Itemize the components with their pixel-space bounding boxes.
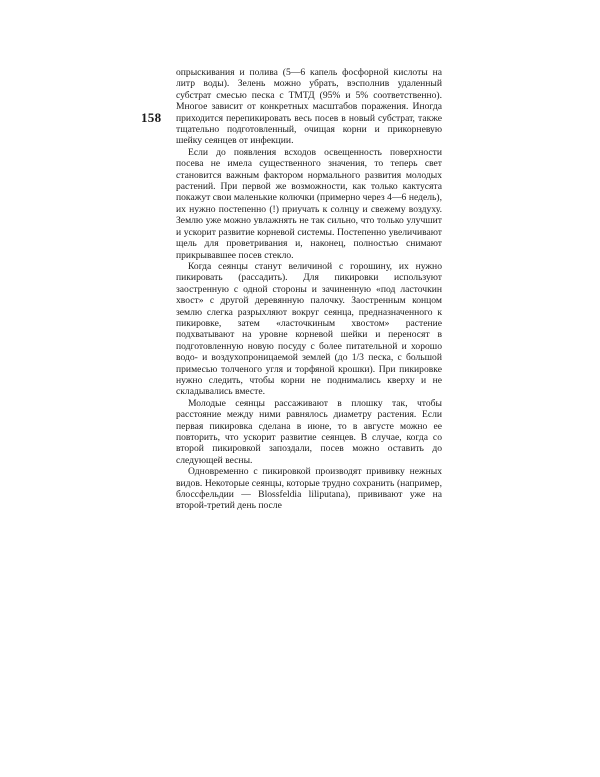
body-text-column	[176, 67, 442, 512]
paragraph-1: опрыскивания и полива (5—6 капель фосфорной кислоты на литр воды). Зелень можно убрать, вэсполнив удаленный субстрат смесью песка с ТМТД (95% и 5% соответственно). Многое зависит от конкретных масштабов поражения. Иногда приходится перепикировать весь посев в новый субстрат, также тщательно подготовленный, очищая корни и прикорневую шейку сеянцев от инфекции.	[176, 67, 442, 147]
paragraph-2: Если до появления всходов освещенность поверхности посева не имела существенного значения, то теперь свет становится важным фактором нормального развития молодых растений. При первой же возможности, как только кактусята покажут свои маленькие колючки (примерно через 4—6 недель), их нужно постепенно (!) приучать к солнцу и свежему воздуху. Землю уже можно увлажнять не так сильно, что только улучшит и ускорит развитие корневой системы. Постепенно увеличивают щель для проветривания и, наконец, полностью снимают прикрывавшее посев стекло.	[176, 146, 442, 261]
paragraph-5: Одновременно с пикировкой производят прививку нежных видов. Некоторые сеянцы, которые трудно сохранить (например, блоссфельдии — Blossfeldia liliputana), прививают уже на второй-третий день после	[176, 466, 442, 512]
paragraph-3: Когда сеянцы станут величиной с горошину, их нужно пикировать (рассадить). Для пикировки используют заостренную с одной стороны и зачиненную «под ласточкин хвост» с другой деревянную палочку. Заостренным концом землю слегка разрыхляют вокруг сеянца, предназначенного к пикировке, затем «ласточкиным хвостом» растение подхватывают на уровне корневой шейки и переносят в подготовленную новую посуду с более питательной и хорошо водо- и воздухопроницаемой землей (до 1/3 песка, с большой примесью толченого угля и торфяной крошки). При пикировке нужно следить, чтобы корни не поднимались кверху и не складывались вместе.	[176, 260, 442, 398]
paragraph-4: Молодые сеянцы рассаживают в плошку так, чтобы расстояние между ними равнялось диаметру растения. Если первая пикировка сделана в июне, то в августе можно ее повторить, что ускорит развитие сеянцев. В случае, когда со второй пикировкой запоздали, посев можно оставить до следующей весны.	[176, 397, 442, 466]
page-number: 158	[141, 110, 162, 125]
